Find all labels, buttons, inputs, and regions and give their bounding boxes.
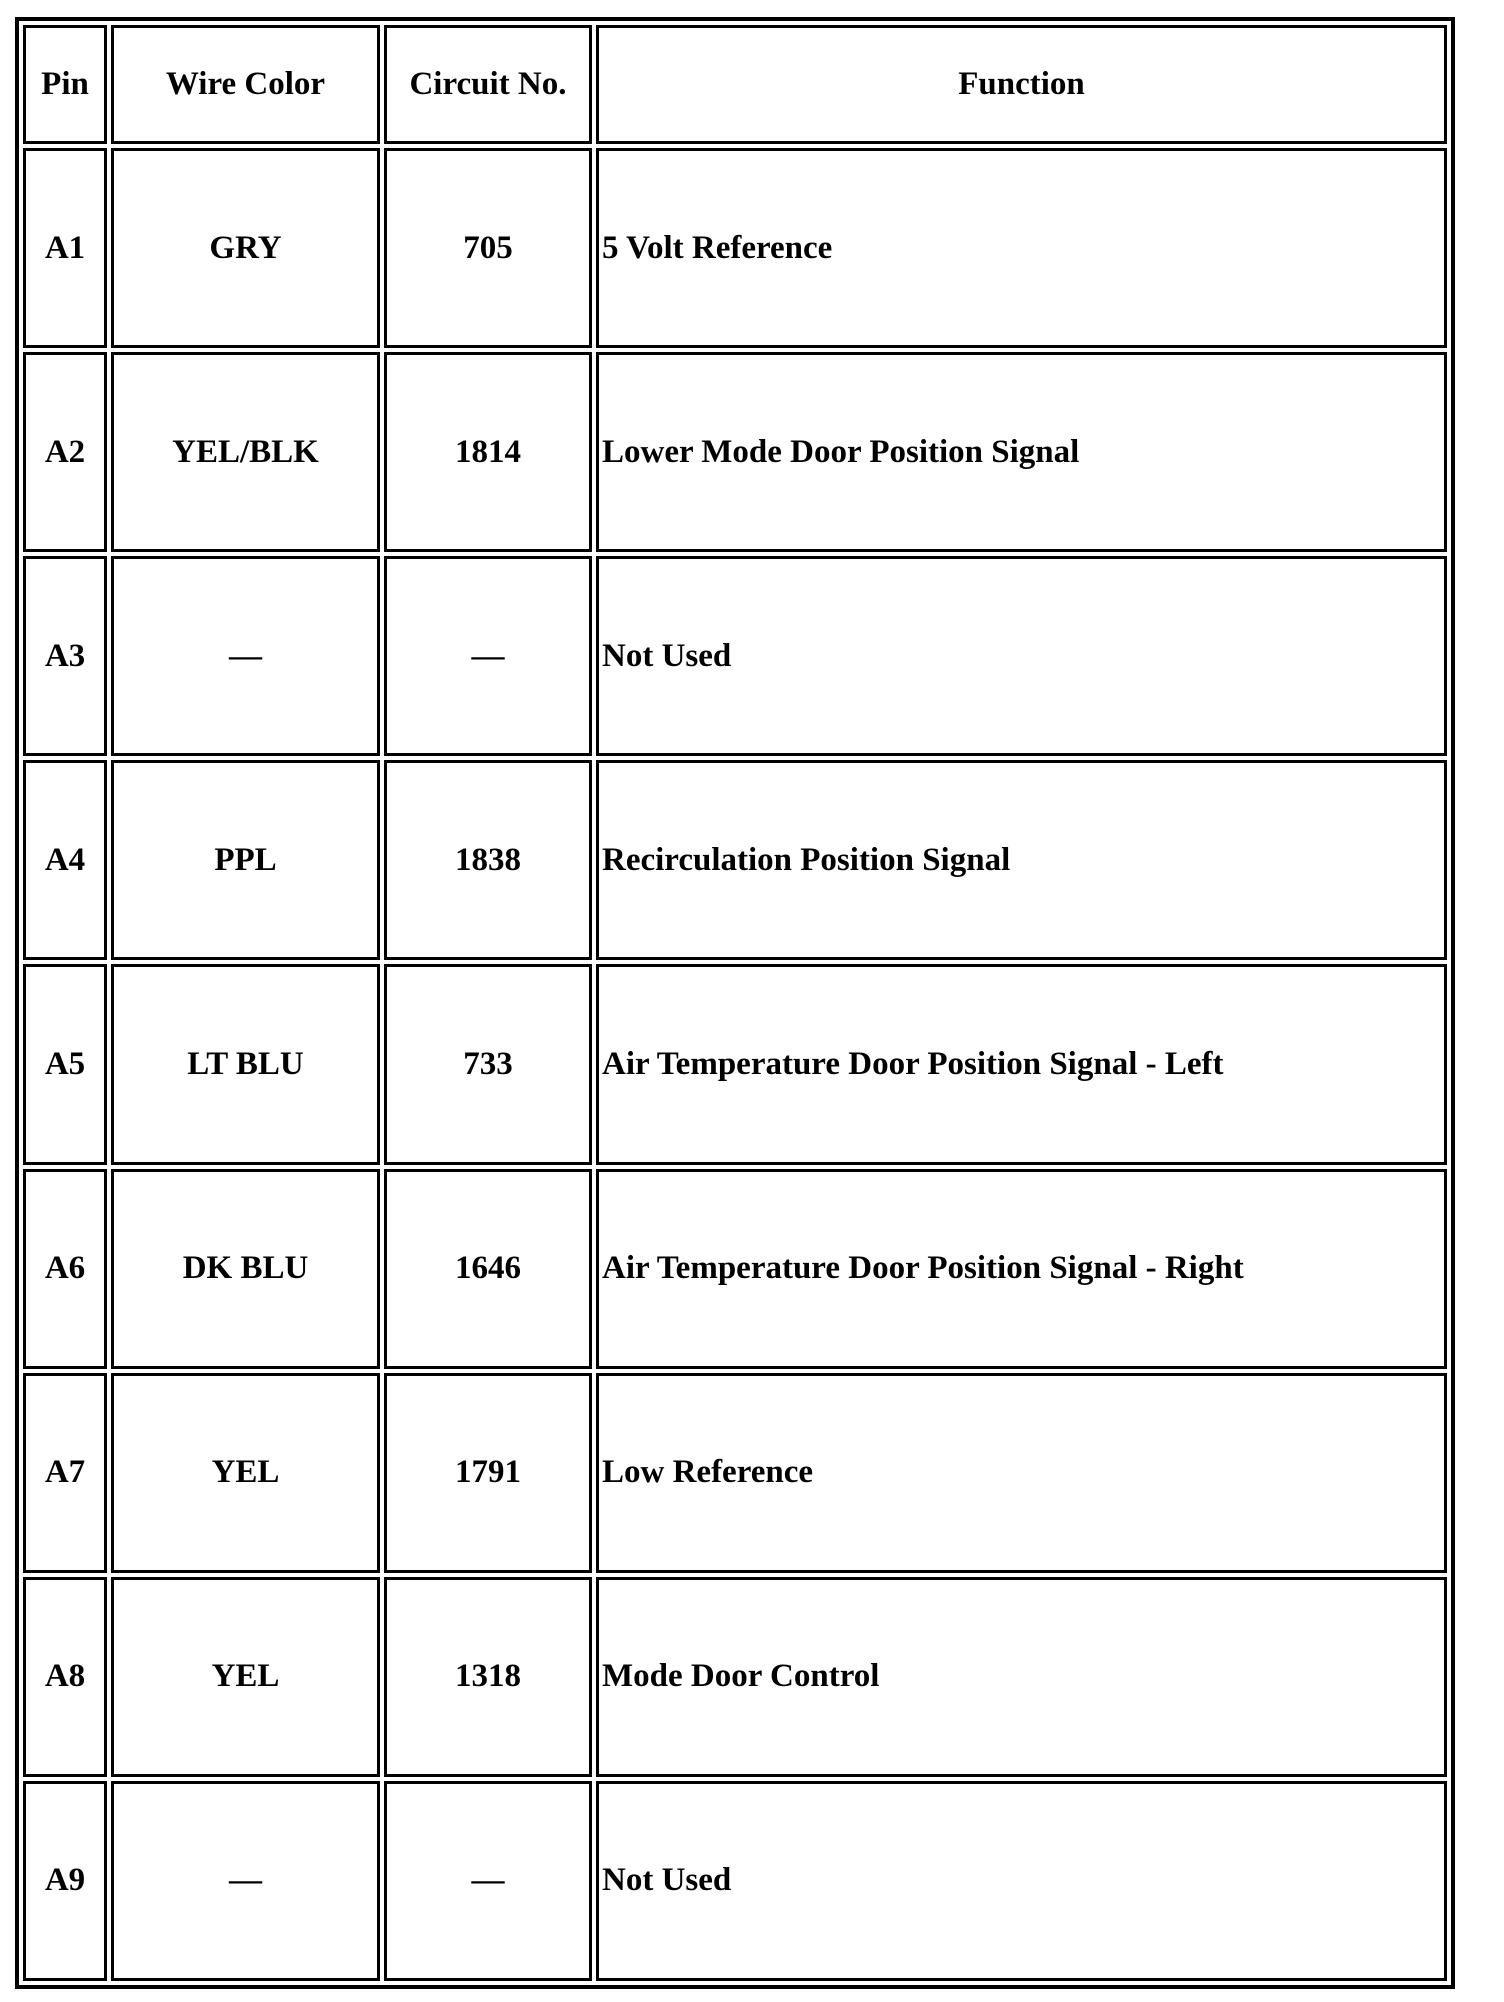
pin-cell: A1 bbox=[23, 148, 107, 348]
pin-cell: A3 bbox=[23, 556, 107, 756]
function-cell: Lower Mode Door Position Signal bbox=[596, 352, 1447, 552]
circuit-no-cell: 1318 bbox=[384, 1577, 592, 1777]
circuit-no-cell: — bbox=[384, 556, 592, 756]
function-cell: Not Used bbox=[596, 1781, 1447, 1981]
table-row bbox=[23, 1781, 1447, 1981]
header-pin: Pin bbox=[23, 25, 107, 144]
function-cell: Air Temperature Door Position Signal - Left bbox=[596, 964, 1447, 1164]
pin-cell: A6 bbox=[23, 1169, 107, 1369]
wire-color-cell: LT BLU bbox=[111, 964, 380, 1164]
table-row bbox=[23, 964, 1447, 1164]
wire-color-cell: GRY bbox=[111, 148, 380, 348]
function-cell: 5 Volt Reference bbox=[596, 148, 1447, 348]
wire-color-cell: DK BLU bbox=[111, 1169, 380, 1369]
table-row bbox=[23, 760, 1447, 960]
table-row bbox=[23, 1373, 1447, 1573]
pin-cell: A2 bbox=[23, 352, 107, 552]
function-cell: Mode Door Control bbox=[596, 1577, 1447, 1777]
pin-cell: A9 bbox=[23, 1781, 107, 1981]
circuit-no-cell: 733 bbox=[384, 964, 592, 1164]
circuit-no-cell: 1791 bbox=[384, 1373, 592, 1573]
table-row bbox=[23, 1577, 1447, 1777]
header-function: Function bbox=[596, 25, 1447, 144]
table-row bbox=[23, 352, 1447, 552]
pin-cell: A7 bbox=[23, 1373, 107, 1573]
header-row bbox=[23, 25, 1447, 144]
wire-color-cell: — bbox=[111, 556, 380, 756]
header-circuit-no: Circuit No. bbox=[384, 25, 592, 144]
header-wire-color: Wire Color bbox=[111, 25, 380, 144]
wire-color-cell: YEL bbox=[111, 1577, 380, 1777]
table-row bbox=[23, 1169, 1447, 1369]
circuit-no-cell: 1814 bbox=[384, 352, 592, 552]
connector-pinout-table-frame bbox=[15, 17, 1455, 1989]
wire-color-cell: PPL bbox=[111, 760, 380, 960]
connector-pinout-table bbox=[19, 21, 1451, 1985]
wire-color-cell: YEL bbox=[111, 1373, 380, 1573]
wire-color-cell: YEL/BLK bbox=[111, 352, 380, 552]
circuit-no-cell: 705 bbox=[384, 148, 592, 348]
function-cell: Low Reference bbox=[596, 1373, 1447, 1573]
pin-cell: A5 bbox=[23, 964, 107, 1164]
function-cell: Not Used bbox=[596, 556, 1447, 756]
circuit-no-cell: — bbox=[384, 1781, 592, 1981]
circuit-no-cell: 1646 bbox=[384, 1169, 592, 1369]
table-row bbox=[23, 148, 1447, 348]
function-cell: Air Temperature Door Position Signal - Right bbox=[596, 1169, 1447, 1369]
table-row bbox=[23, 556, 1447, 756]
wire-color-cell: — bbox=[111, 1781, 380, 1981]
circuit-no-cell: 1838 bbox=[384, 760, 592, 960]
pin-cell: A8 bbox=[23, 1577, 107, 1777]
pin-cell: A4 bbox=[23, 760, 107, 960]
function-cell: Recirculation Position Signal bbox=[596, 760, 1447, 960]
